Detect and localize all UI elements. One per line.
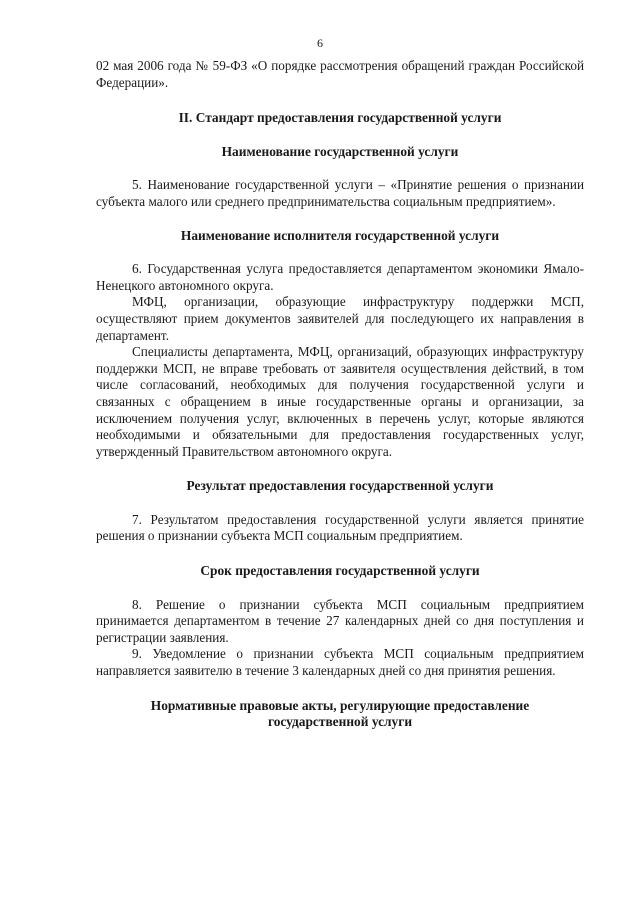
paragraph-6-mfc: МФЦ, организации, образующие инфраструктуру поддержки МСП, осуществляют прием документов заявителей для последующего их направления в департамент. xyxy=(96,294,584,343)
intro-paragraph: 02 мая 2006 года № 59-ФЗ «О порядке рассмотрения обращений граждан Российской Федерации». xyxy=(96,58,584,90)
heading-service-name: Наименование государственной услуги xyxy=(221,143,459,159)
paragraph-6-specialists: Специалисты департамента, МФЦ, организаций, образующих инфраструктуру поддержки МСП, не вправе требовать от заявителя осуществления действий, в том числе согласований, необходимых для получения государственной услуги и связанных с обращением в иные государственные органы и организации, за исключением получения услуг, включенных в перечень услуг, которые являются необходимыми и обязательными для предоставления государственных услуг, утвержденный Правительством автономного округа. xyxy=(96,344,584,459)
paragraph-6: 6. Государственная услуга предоставляется департаментом экономики Ямало-Ненецкого автономного округа. xyxy=(96,261,584,293)
heading-legal-acts xyxy=(96,698,584,731)
paragraph-5: 5. Наименование государственной услуги – «Принятие решения о признании субъекта малого или среднего предпринимательства социальным предприятием». xyxy=(96,177,584,209)
section-title: II. Стандарт предоставления государственной услуги xyxy=(178,110,502,126)
paragraph-9: 9. Уведомление о признании субъекта МСП социальным предприятием направляется заявителю в течение 3 календарных дней со дня принятия решения. xyxy=(96,646,584,679)
paragraph-8: 8. Решение о признании субъекта МСП социальным предприятием принимается департаментом в течение 27 календарных дней со дня поступления и регистрации заявления. xyxy=(96,596,584,645)
heading-legal-acts-line-2: государственной услуги xyxy=(267,714,413,730)
heading-executor: Наименование исполнителя государственной услуги xyxy=(180,227,500,243)
heading-result: Результат предоставления государственной услуги xyxy=(186,478,494,494)
page-number: 6 xyxy=(317,36,323,50)
heading-term: Срок предоставления государственной услуги xyxy=(200,563,480,579)
paragraph-7: 7. Результатом предоставления государственной услуги является принятие решения о признании субъекта МСП социальным предприятием. xyxy=(96,511,584,544)
heading-legal-acts-line-1: Нормативные правовые акты, регулирующие предоставление xyxy=(150,697,530,713)
document-body xyxy=(96,58,584,731)
